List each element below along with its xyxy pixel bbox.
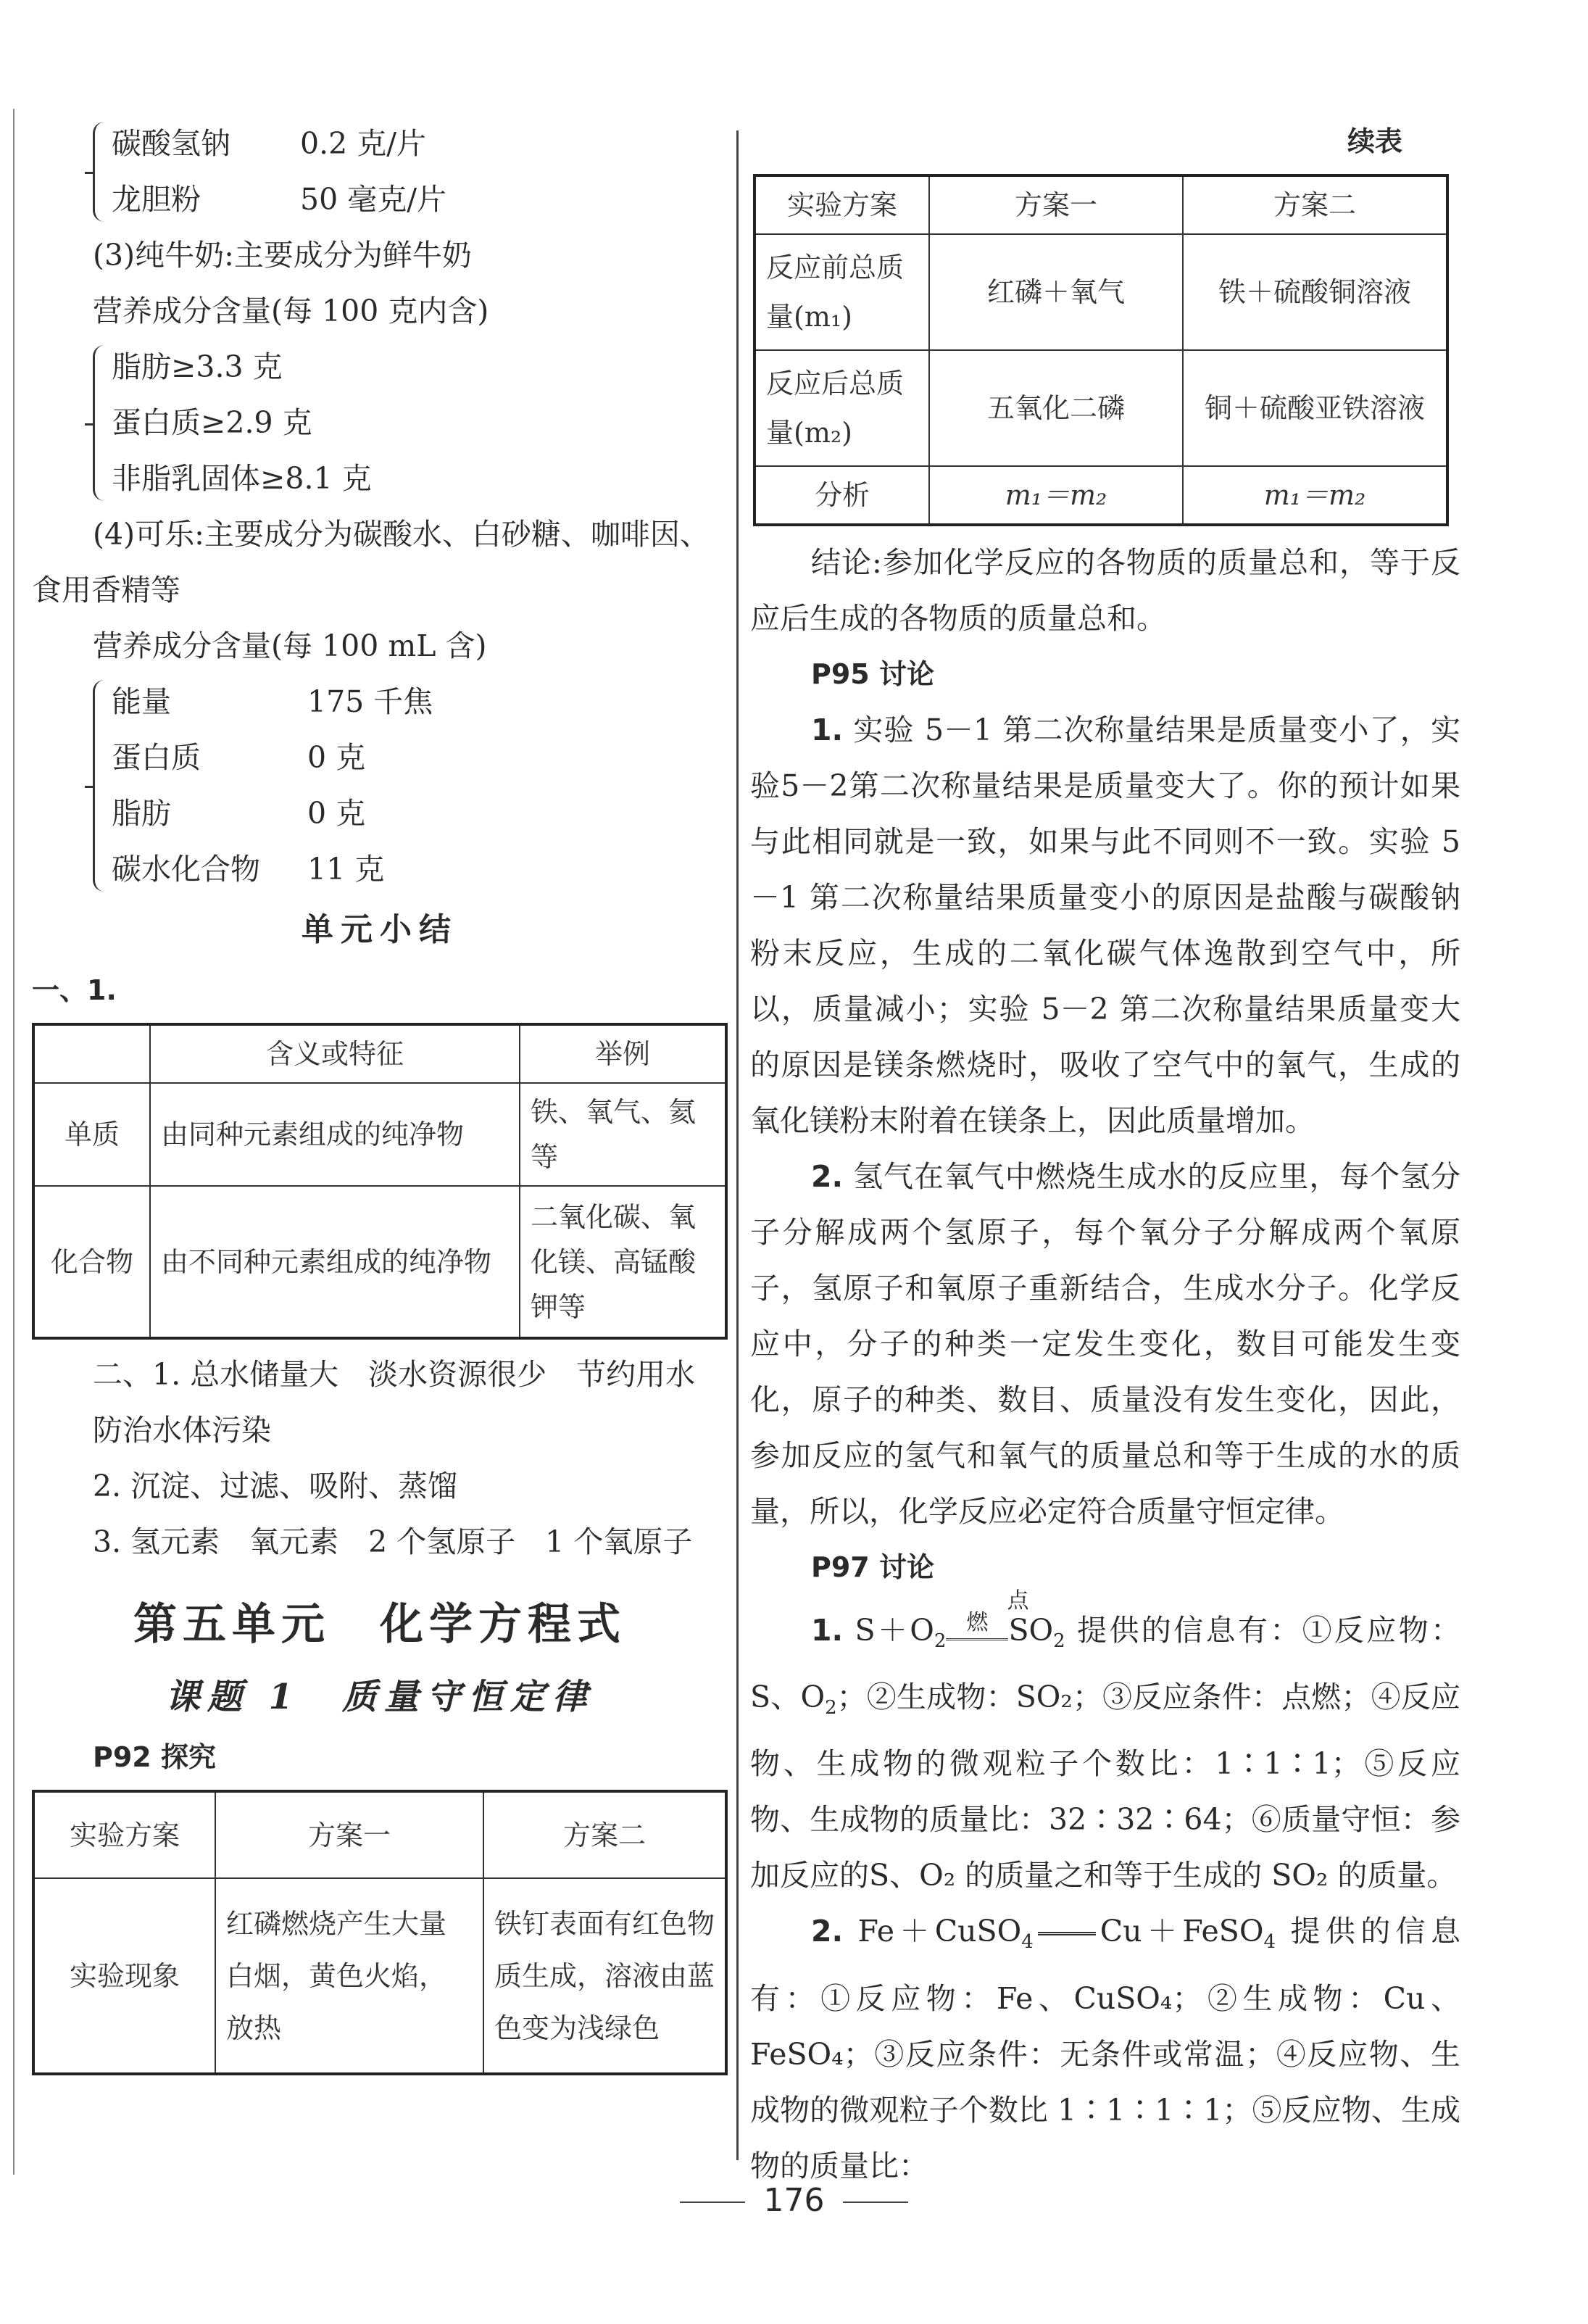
nutrient-row bbox=[112, 842, 728, 897]
chemical-equation-1: $S+O_2$ 点燃 $SO_2$ bbox=[855, 1588, 1065, 1653]
nutrient-value: 175 千焦 bbox=[307, 684, 433, 719]
table-row bbox=[33, 1878, 726, 2074]
paragraph-text: ①反应物：Fe、CuSO₄；②生成物：Cu、FeSO₄；③反应条件：无条件或常温；④反应物、生成物的微观粒子个数比 1∶1∶1∶1；⑤反应物、生成物的质量比： bbox=[750, 1980, 1460, 2183]
page-number bbox=[0, 2182, 1588, 2219]
section-label: P92 探究 bbox=[93, 1741, 216, 1773]
nutrient-name: 能量 bbox=[112, 684, 171, 719]
medicine-ingredients bbox=[32, 116, 728, 228]
nutrient-item: 非脂乳固体≥8.1 克 bbox=[112, 461, 372, 496]
nutrient-row bbox=[112, 730, 728, 786]
nutrient-row bbox=[112, 786, 728, 842]
item-number: 2. bbox=[811, 1914, 844, 1949]
reaction-arrow bbox=[946, 1588, 1029, 1640]
conclusion-paragraph: 结论:参加化学反应的各物质的质量总和，等于反应后生成的各物质的质量总和。 bbox=[750, 545, 1460, 636]
ingredient-row bbox=[112, 116, 728, 172]
summary-heading: 单元小结 bbox=[302, 911, 458, 948]
paragraph-text: 实验 5－1 第二次称量结果是质量变小了，实验5－2第二次称量结果是质量变大了。你的预计如果与此相同就是一致，如果与此不同则不一致。实验 5－1 第二次称量结果质量变小的原因是盐酸与碳酸钠粉末反应，生成的二氧化碳气体逸散到空气中，所以，质量减小；实验 5－2 第二次称量结果质量变大的原因是镁条燃烧时，吸收了空气中的氧气，生成的氧化镁粉末附着在镁条上，因此质量增加。 bbox=[750, 713, 1460, 1138]
table-row bbox=[33, 1083, 726, 1186]
ingredient-amount: 0.2 克/片 bbox=[300, 126, 427, 161]
table-header-cell: 方案一 bbox=[215, 1791, 483, 1878]
nutrient-item: 蛋白质≥2.9 克 bbox=[112, 405, 312, 440]
table-cell: 反应前总质量(m₁) bbox=[754, 234, 929, 350]
answer-line: 二、1. 总水储量大 淡水资源很少 节约用水 bbox=[93, 1357, 696, 1392]
table-header-cell: 方案一 bbox=[929, 175, 1183, 234]
table-cell: 由不同种元素组成的纯净物 bbox=[150, 1186, 520, 1338]
nutrient-item: 脂肪≥3.3 克 bbox=[112, 349, 283, 384]
page-number-text: 176 bbox=[763, 2182, 825, 2219]
table-header-row bbox=[33, 1791, 726, 1878]
binding-edge bbox=[13, 109, 14, 2175]
section-label: P97 讨论 bbox=[811, 1551, 934, 1583]
table-row bbox=[33, 1186, 726, 1338]
milk-subtitle: 营养成分含量(每 100 克内含) bbox=[93, 294, 489, 328]
table-cell: 分析 bbox=[754, 466, 929, 525]
equation-paragraph-1: 1. $S+O_2$ 点燃 $SO_2$ 提供的信息有：①反应物：S、$O_2$；②生成物：SO₂；③反应条件：点燃；④反应物、生成物的微观粒子个数比：1∶1∶1；⑤反应物、生成物的质量比：32∶32∶64；⑥质量守恒：参加反应的S、O₂ 的质量之和等于生成的 SO₂ 的质量。 bbox=[750, 1588, 1460, 1893]
discussion-paragraph-1 bbox=[750, 702, 1460, 1149]
equation-paragraph-2 bbox=[750, 1904, 1460, 2194]
nutrient-value: 0 克 bbox=[307, 796, 366, 831]
nutrient-name: 蛋白质 bbox=[112, 740, 201, 775]
nutrient-value: 11 克 bbox=[307, 852, 385, 887]
brace bbox=[93, 680, 109, 892]
item-number: 1. bbox=[811, 1613, 844, 1648]
table-header-cell: 实验方案 bbox=[33, 1791, 215, 1878]
table-cell: m₁＝m₂ bbox=[1183, 466, 1447, 525]
brace bbox=[93, 345, 109, 501]
nutrient-row bbox=[112, 674, 728, 730]
table-cell: 红磷燃烧产生大量白烟，黄色火焰，放热 bbox=[215, 1878, 483, 2074]
experiment-table bbox=[32, 1790, 728, 2075]
table-cell: 五氧化二磷 bbox=[929, 350, 1183, 466]
table-cell: 反应后总质量(m₂) bbox=[754, 350, 929, 466]
nutrient-name: 脂肪 bbox=[112, 796, 171, 831]
table-cell: 实验现象 bbox=[33, 1878, 215, 2074]
table-cell: 铁＋硫酸铜溶液 bbox=[1183, 234, 1447, 350]
question-label: 一、1. bbox=[32, 974, 117, 1006]
table-cell: 化合物 bbox=[33, 1186, 150, 1338]
cola-title: (4)可乐:主要成分为碳酸水、白砂糖、咖啡因、 bbox=[93, 517, 710, 552]
paragraph-text: 提供的信息有：①反应物：S、 bbox=[750, 1613, 1460, 1715]
left-column bbox=[32, 116, 728, 2075]
table-row bbox=[754, 466, 1447, 525]
ingredient-name: 龙胆粉 bbox=[112, 182, 201, 217]
cola-subtitle: 营养成分含量(每 100 mL 含) bbox=[93, 628, 487, 663]
paragraph-text: 氢气在氧气中燃烧生成水的反应里，每个氢分子分解成两个氢原子，每个氧分子分解成两个氧原子，氢原子和氧原子重新结合，生成水分子。化学反应中，分子的种类一定发生变化，数目可能发生变化，原子的种类、数目、质量没有发生变化，因此，参加反应的氢气和氧气的质量总和等于生成的水的质量，所以，化学反应必定符合质量守恒定律。 bbox=[750, 1159, 1460, 1529]
table-cell: 单质 bbox=[33, 1083, 150, 1186]
cola-nutrients bbox=[32, 674, 728, 897]
table-cell: 二氧化碳、氧化镁、高锰酸钾等 bbox=[520, 1186, 726, 1338]
paragraph-text: ；②生成物：SO₂；③反应条件：点燃；④反应物、生成物的微观粒子个数比：1∶1∶1；⑤反应物、生成物的质量比：32∶32∶64；⑥质量守恒：参加反应的S、O₂ 的质量之和等于生成的 SO₂ 的质量。 bbox=[750, 1680, 1460, 1893]
table-header-row bbox=[754, 175, 1447, 234]
cola-title-cont: 食用香精等 bbox=[32, 573, 180, 607]
ingredient-row bbox=[112, 172, 728, 228]
table-row bbox=[754, 350, 1447, 466]
table-header-cell: 举例 bbox=[520, 1024, 726, 1083]
section-label: P95 讨论 bbox=[811, 658, 934, 690]
equals-sign bbox=[1038, 1932, 1096, 1935]
lesson-title: 课题 1 质量守恒定律 bbox=[165, 1677, 595, 1717]
item-number: 2. bbox=[811, 1159, 844, 1194]
answer-line: 3. 氢元素 氧元素 2 个氢原子 1 个氧原子 bbox=[93, 1524, 693, 1559]
nutrient-value: 0 克 bbox=[307, 740, 366, 775]
answer-line: 防治水体污染 bbox=[93, 1413, 271, 1448]
reaction-condition: 点燃 bbox=[966, 1588, 1029, 1635]
ingredient-name: 碳酸氢钠 bbox=[112, 126, 230, 161]
table-cell: 铁、氧气、氦等 bbox=[520, 1083, 726, 1186]
ingredient-amount: 50 毫克/片 bbox=[300, 182, 447, 217]
paragraph-text: 提供的信息有： bbox=[750, 1914, 1461, 2016]
milk-nutrients bbox=[32, 339, 728, 507]
table-header-cell bbox=[33, 1024, 150, 1083]
table-header-row bbox=[33, 1024, 726, 1083]
table-header-cell: 实验方案 bbox=[754, 175, 929, 234]
table-header-cell: 含义或特征 bbox=[150, 1024, 520, 1083]
discussion-paragraph-2 bbox=[750, 1149, 1460, 1540]
right-column bbox=[750, 116, 1460, 2194]
column-divider bbox=[736, 130, 739, 2160]
table-cell: 铜＋硫酸亚铁溶液 bbox=[1183, 350, 1447, 466]
mass-table bbox=[753, 174, 1449, 526]
chemical-equation-2: Fe＋CuSO$_4$ Cu＋FeSO$_4$ bbox=[857, 1914, 1276, 1954]
table-header-cell: 方案二 bbox=[483, 1791, 726, 1878]
milk-title: (3)纯牛奶:主要成分为鲜牛奶 bbox=[93, 238, 472, 273]
nutrient-name: 碳水化合物 bbox=[112, 852, 260, 887]
brace bbox=[93, 122, 109, 222]
table-row bbox=[754, 234, 1447, 350]
table-cell: 由同种元素组成的纯净物 bbox=[150, 1083, 520, 1186]
table-cell: 铁钉表面有红色物质生成，溶液由蓝色变为浅绿色 bbox=[483, 1878, 726, 2074]
continued-label: 续表 bbox=[1347, 125, 1402, 157]
table-cell: m₁＝m₂ bbox=[929, 466, 1183, 525]
item-number: 1. bbox=[811, 713, 844, 747]
answer-line: 2. 沉淀、过滤、吸附、蒸馏 bbox=[93, 1469, 458, 1503]
unit-title: 第五单元 化学方程式 bbox=[133, 1599, 626, 1650]
table-header-cell: 方案二 bbox=[1183, 175, 1447, 234]
table-cell: 红磷＋氧气 bbox=[929, 234, 1183, 350]
substance-table bbox=[32, 1023, 728, 1340]
